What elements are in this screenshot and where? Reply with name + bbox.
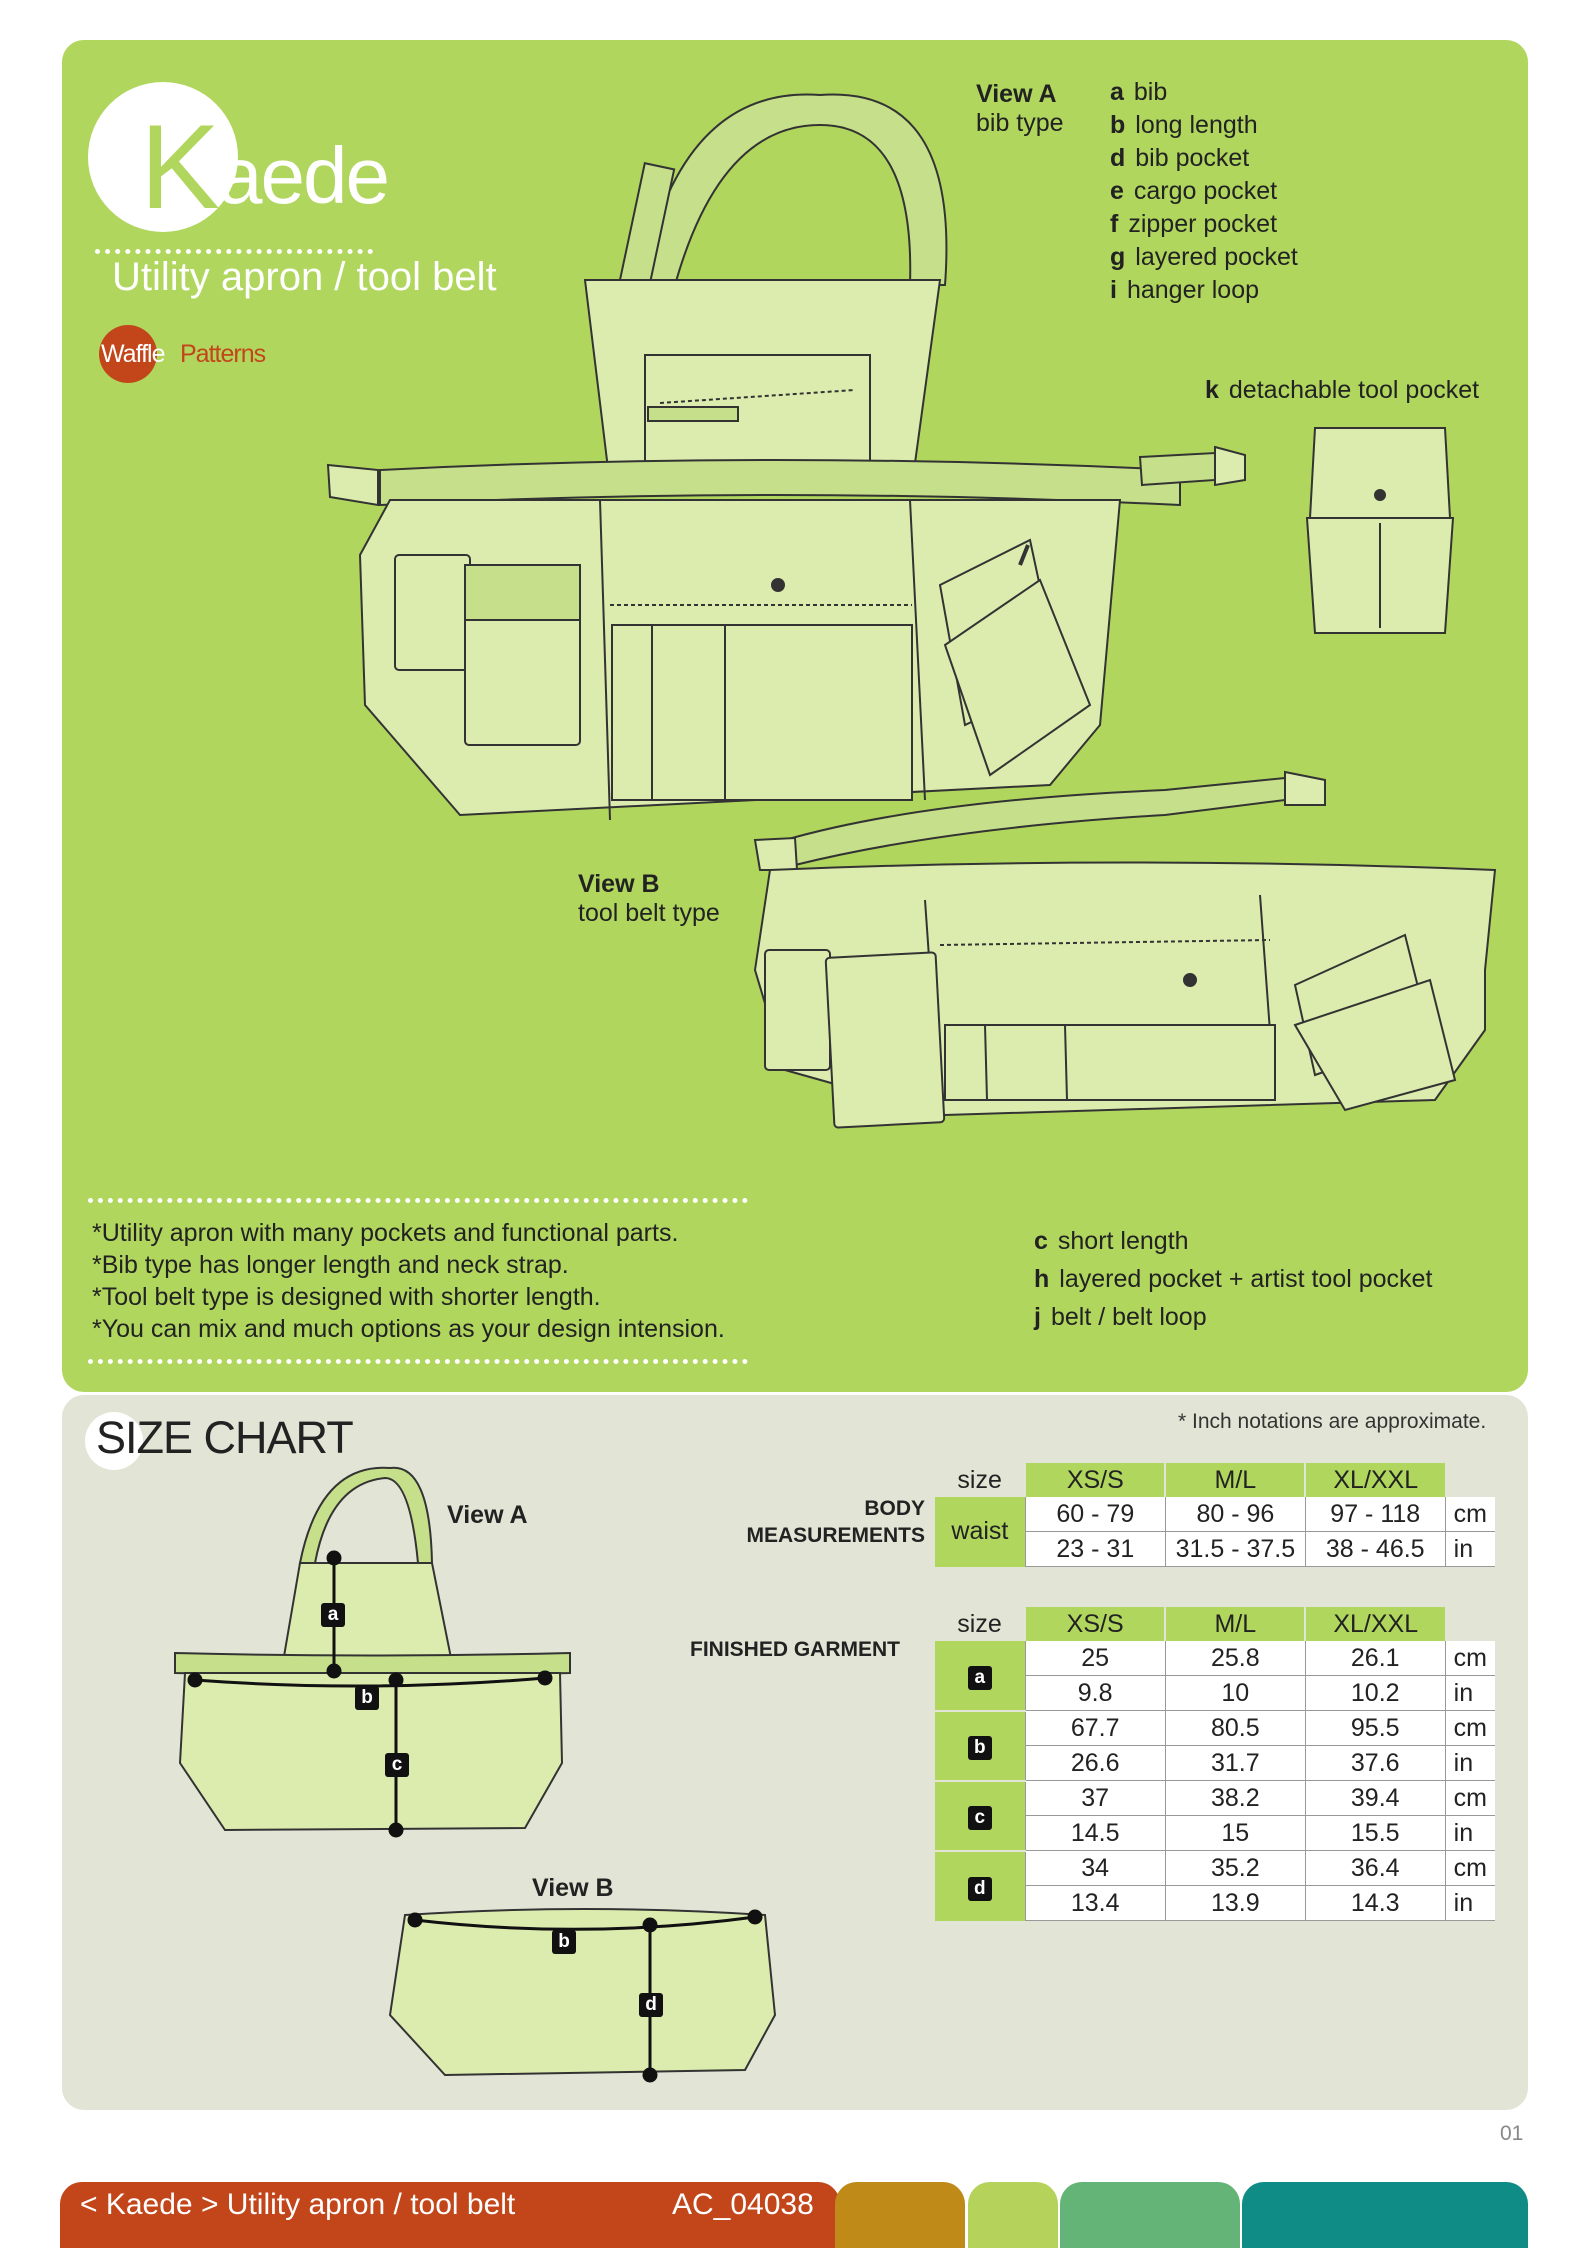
body-label-line1: BODY xyxy=(864,1497,925,1520)
cell: 80.5 xyxy=(1165,1711,1305,1746)
size-col: XL/XXL xyxy=(1305,1607,1445,1641)
body-measurements-table xyxy=(935,1463,1495,1567)
cell: 25.8 xyxy=(1165,1641,1305,1676)
finished-garment-label: FINISHED GARMENT xyxy=(690,1638,900,1661)
logo-letter: K xyxy=(140,100,217,234)
cell: 95.5 xyxy=(1305,1711,1445,1746)
view-b-toolbelt-illustration xyxy=(725,770,1505,1210)
note-line: *You can mix and much options as your design intension. xyxy=(92,1315,725,1343)
size-chart-title: SIZE CHART xyxy=(96,1412,353,1463)
cell: 23 - 31 xyxy=(1025,1532,1165,1567)
size-header: size xyxy=(957,1465,1002,1494)
maker-logo-word-b: Patterns xyxy=(180,340,266,368)
part-item: d bib pocket xyxy=(1110,144,1250,172)
badge-b-view-b: b xyxy=(552,1930,576,1954)
notes-divider-top xyxy=(88,1198,748,1203)
cell: 37.6 xyxy=(1305,1746,1445,1781)
unit-in: in xyxy=(1445,1532,1495,1567)
unit-in: in xyxy=(1445,1886,1495,1921)
footer-bar-teal xyxy=(1242,2182,1528,2248)
size-chart-footnote: * Inch notations are approximate. xyxy=(1178,1410,1487,1433)
cell: 97 - 118 xyxy=(1305,1497,1445,1532)
footer-title: < Kaede > Utility apron / tool belt xyxy=(80,2188,516,2221)
view-a-title: View A xyxy=(976,80,1057,108)
size-col: XS/S xyxy=(1025,1463,1165,1497)
cell: 67.7 xyxy=(1025,1711,1165,1746)
badge-b: b xyxy=(355,1686,379,1710)
finished-garment-table xyxy=(935,1607,1495,1921)
part-item: b long length xyxy=(1110,111,1258,139)
cell: 26.1 xyxy=(1305,1641,1445,1676)
row-key-b xyxy=(935,1711,1025,1781)
part-item: c short length xyxy=(1034,1227,1189,1255)
body-label-line2: MEASUREMENTS xyxy=(746,1524,925,1547)
part-item: i hanger loop xyxy=(1110,276,1260,304)
unit-in: in xyxy=(1445,1676,1495,1711)
diagram-view-a-label: View A xyxy=(447,1501,528,1529)
measurement-diagram-view-a xyxy=(170,1468,590,1848)
row-key-c xyxy=(935,1781,1025,1851)
part-item: g layered pocket xyxy=(1110,243,1298,271)
notes-list xyxy=(92,1217,725,1345)
note-line: *Bib type has longer length and neck strap. xyxy=(92,1251,569,1279)
measurement-diagram-view-b xyxy=(385,1905,785,2090)
cell: 31.5 - 37.5 xyxy=(1165,1532,1305,1567)
cell: 60 - 79 xyxy=(1025,1497,1165,1532)
size-col: XL/XXL xyxy=(1305,1463,1445,1497)
view-b-subtitle: tool belt type xyxy=(578,899,720,927)
cell: 14.3 xyxy=(1305,1886,1445,1921)
logo-word: aede xyxy=(218,131,388,220)
unit-cm: cm xyxy=(1445,1711,1495,1746)
cell: 35.2 xyxy=(1165,1851,1305,1886)
view-b-parts-list xyxy=(1034,1222,1432,1336)
cell: 36.4 xyxy=(1305,1851,1445,1886)
detachable-tool-pocket-illustration xyxy=(1305,428,1455,638)
size-col: M/L xyxy=(1165,1463,1305,1497)
detachable-pocket-label: k detachable tool pocket xyxy=(1205,376,1480,404)
waist-label: waist xyxy=(935,1497,1025,1567)
unit-in: in xyxy=(1445,1816,1495,1851)
cell: 38 - 46.5 xyxy=(1305,1532,1445,1567)
unit-cm: cm xyxy=(1445,1781,1495,1816)
cell: 37 xyxy=(1025,1781,1165,1816)
cell: 25 xyxy=(1025,1641,1165,1676)
note-line: *Tool belt type is designed with shorter length. xyxy=(92,1283,601,1311)
cell: 39.4 xyxy=(1305,1781,1445,1816)
size-header: size xyxy=(957,1609,1002,1638)
cell: 34 xyxy=(1025,1851,1165,1886)
badge-d: d xyxy=(968,1877,992,1901)
footer-bar-mustard xyxy=(835,2182,965,2248)
page-number: 01 xyxy=(1500,2122,1524,2145)
note-line: *Utility apron with many pockets and functional parts. xyxy=(92,1219,679,1247)
notes-divider-bottom xyxy=(88,1359,748,1364)
footer-code: AC_04038 xyxy=(672,2188,814,2221)
part-item: e cargo pocket xyxy=(1110,177,1278,205)
view-a-apron-illustration xyxy=(300,85,1240,825)
cell: 10.2 xyxy=(1305,1676,1445,1711)
cell: 13.9 xyxy=(1165,1886,1305,1921)
maker-logo-word-a: Waffle xyxy=(101,340,165,368)
part-item: h layered pocket + artist tool pocket xyxy=(1034,1265,1433,1293)
badge-c: c xyxy=(968,1806,992,1830)
size-col: XS/S xyxy=(1025,1607,1165,1641)
product-subtitle: Utility apron / tool belt xyxy=(112,255,497,299)
cell: 80 - 96 xyxy=(1165,1497,1305,1532)
part-item: f zipper pocket xyxy=(1110,210,1278,238)
unit-cm: cm xyxy=(1445,1497,1495,1532)
row-key-d xyxy=(935,1851,1025,1921)
unit-cm: cm xyxy=(1445,1641,1495,1676)
cell: 38.2 xyxy=(1165,1781,1305,1816)
badge-a: a xyxy=(968,1666,992,1690)
cell: 9.8 xyxy=(1025,1676,1165,1711)
badge-c: c xyxy=(385,1753,409,1777)
badge-d: d xyxy=(639,1993,663,2017)
row-key-a xyxy=(935,1641,1025,1711)
footer-bar-green xyxy=(1060,2182,1240,2248)
unit-cm: cm xyxy=(1445,1851,1495,1886)
view-a-subtitle: bib type xyxy=(976,109,1064,137)
cell: 15.5 xyxy=(1305,1816,1445,1851)
cell: 15 xyxy=(1165,1816,1305,1851)
view-b-title: View B xyxy=(578,870,660,898)
badge-a: a xyxy=(321,1603,345,1627)
body-measurements-label xyxy=(690,1495,925,1549)
part-item: j belt / belt loop xyxy=(1034,1303,1207,1331)
cell: 14.5 xyxy=(1025,1816,1165,1851)
cell: 10 xyxy=(1165,1676,1305,1711)
unit-in: in xyxy=(1445,1746,1495,1781)
part-item: a bib xyxy=(1110,78,1168,106)
badge-b: b xyxy=(968,1736,992,1760)
size-col: M/L xyxy=(1165,1607,1305,1641)
diagram-view-b-label: View B xyxy=(532,1874,614,1902)
cell: 31.7 xyxy=(1165,1746,1305,1781)
cell: 13.4 xyxy=(1025,1886,1165,1921)
cell: 26.6 xyxy=(1025,1746,1165,1781)
footer-bar-lime xyxy=(968,2182,1058,2248)
